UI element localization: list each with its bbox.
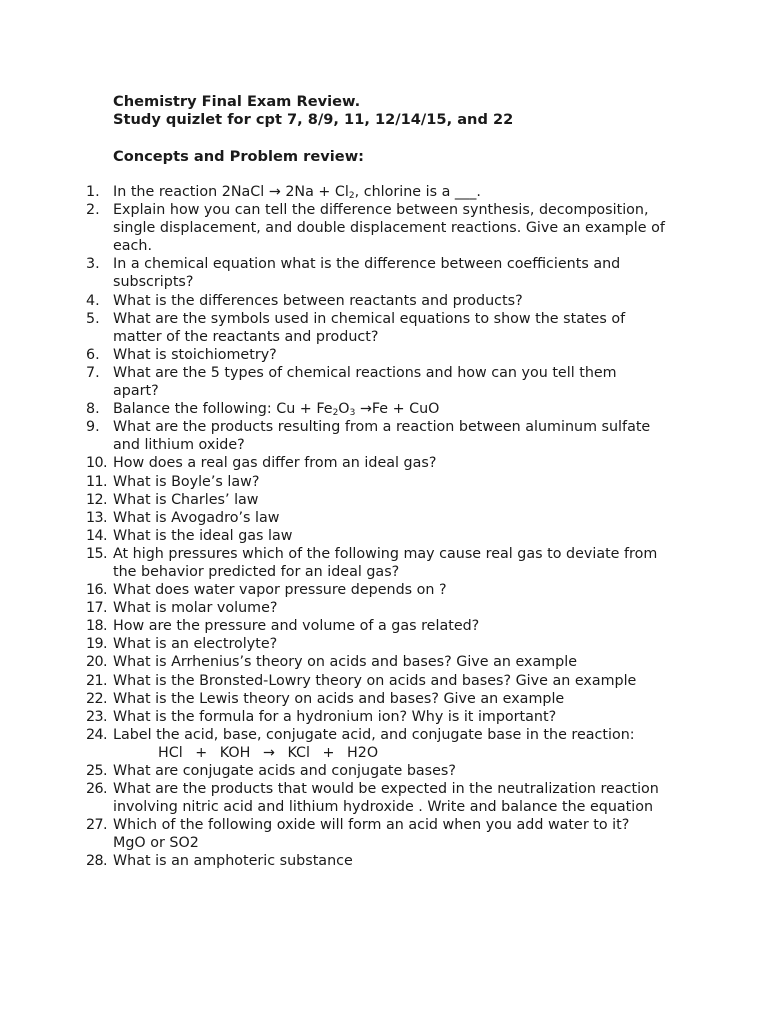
question-item [86, 545, 666, 581]
question-item [86, 473, 666, 491]
question-number: 7. [86, 364, 100, 381]
question-item [86, 780, 666, 816]
question-number: 26. [86, 781, 107, 798]
question-number: 9. [86, 419, 100, 436]
question-text [113, 311, 625, 345]
question-text [113, 600, 277, 616]
question-text [113, 636, 277, 652]
question-number: 15. [86, 545, 107, 562]
question-item [86, 310, 666, 346]
question-text-part: What are the 5 types of chemical reactions and how can you tell them apart? [113, 364, 617, 400]
question-item [86, 690, 666, 708]
document-subtitle: Study quizlet for cpt 7, 8/9, 11, 12/14/15, and 22 [113, 111, 514, 128]
question-number: 3. [86, 256, 100, 273]
question-number: 10. [86, 455, 107, 472]
question-text-part: What are the products that would be expected in the neutralization reaction involving nitric acid and lithium hydroxide . Write and balance the equation [113, 781, 659, 816]
question-text-part: What is molar volume? [113, 600, 278, 617]
question-number: 8. [86, 401, 100, 418]
question-item [86, 183, 666, 201]
question-number: 27. [86, 817, 107, 834]
question-item [86, 292, 666, 310]
question-text-part: O [338, 401, 350, 418]
reaction-equation: HCl + KOH → KCl + H2O [158, 744, 379, 761]
question-text [113, 256, 620, 290]
question-item [86, 599, 666, 617]
question-item [86, 418, 666, 454]
question-text [113, 419, 650, 453]
question-number: 2. [86, 202, 100, 219]
question-text-part: Explain how you can tell the difference between synthesis, decomposition, single displacement, and double displacement reactions. Give an example of each. [113, 202, 665, 255]
question-text [113, 528, 292, 544]
question-text-part: →Fe + CuO [355, 401, 440, 418]
question-text-part: What is an electrolyte? [113, 636, 278, 653]
question-text-part: What is Boyle’s law? [113, 473, 260, 490]
question-text-part: What are conjugate acids and conjugate bases? [113, 763, 456, 779]
question-number: 22. [86, 690, 107, 707]
question-number: 16. [86, 582, 107, 599]
question-item [86, 509, 666, 527]
question-text-part: How are the pressure and volume of a gas related? [113, 618, 480, 635]
question-text [113, 365, 617, 399]
question-number: 11. [86, 473, 107, 490]
question-number: 21. [86, 672, 107, 689]
question-text-part: How does a real gas differ from an ideal gas? [113, 455, 437, 472]
question-text [113, 763, 456, 779]
question-text [113, 691, 564, 707]
question-number: 24. [86, 726, 107, 743]
question-text [113, 293, 523, 309]
question-number: 28. [86, 853, 107, 870]
question-number: 19. [86, 636, 107, 653]
question-number: 20. [86, 654, 107, 671]
question-text-part: What is stoichiometry? [113, 346, 277, 363]
question-text [113, 474, 259, 490]
question-text-part: Label the acid, base, conjugate acid, and conjugate base in the reaction: [113, 726, 635, 743]
question-number: 12. [86, 491, 107, 508]
question-text [113, 817, 629, 851]
question-item [86, 255, 666, 291]
question-text [113, 709, 556, 725]
question-item [86, 400, 666, 418]
question-text-part: What is an amphoteric substance [113, 853, 353, 870]
question-item [86, 364, 666, 400]
question-text [113, 781, 659, 815]
question-item [86, 708, 666, 726]
section-heading: Concepts and Problem review: [113, 148, 365, 165]
question-number: 6. [86, 346, 100, 363]
subscript: 3 [349, 408, 356, 419]
question-number: 18. [86, 618, 107, 635]
question-text [113, 492, 259, 508]
question-text [113, 673, 636, 689]
question-text-part: What is Charles’ law [113, 491, 259, 508]
question-text-part: , chlorine is a ___. [354, 184, 481, 200]
question-text-part: What are the products resulting from a reaction between aluminum sulfate and lithium oxide? [113, 419, 651, 454]
question-number: 25. [86, 763, 107, 779]
question-number: 5. [86, 310, 100, 327]
question-item [86, 527, 666, 545]
question-item [86, 635, 666, 653]
question-text-part: Balance the following: Cu + Fe [113, 401, 333, 418]
question-item [86, 617, 666, 635]
question-text-part: Which of the following oxide will form an acid when you add water to it? MgO or SO2 [113, 817, 630, 852]
question-text-part: What is the differences between reactants and products? [113, 292, 523, 309]
question-number: 23. [86, 708, 107, 725]
question-text [113, 455, 436, 471]
question-text [113, 582, 447, 598]
question-text-part: What does water vapor pressure depends on ? [113, 582, 447, 599]
question-number: 4. [86, 292, 100, 309]
question-number: 17. [86, 600, 107, 617]
question-text [113, 401, 439, 417]
question-text-part: What is Avogadro’s law [113, 509, 280, 526]
subscript: 2 [348, 191, 355, 201]
question-text [113, 347, 277, 363]
question-text-part: What is Arrhenius’s theory on acids and bases? Give an example [113, 654, 578, 671]
question-item [86, 672, 666, 690]
subscript: 2 [332, 408, 339, 419]
question-text [113, 853, 353, 869]
question-text [113, 618, 479, 634]
question-item [86, 346, 666, 364]
question-text-part: What is the formula for a hydronium ion? Why is it important? [113, 708, 557, 725]
question-item [86, 491, 666, 509]
question-text [113, 546, 657, 580]
question-item [86, 726, 666, 762]
question-item [86, 454, 666, 472]
question-text-part: In the reaction 2NaCl → 2Na + Cl [113, 184, 349, 200]
question-text [113, 654, 577, 670]
question-item [86, 762, 666, 780]
document-title: Chemistry Final Exam Review. [113, 93, 361, 110]
question-text-part: What is the Lewis theory on acids and bases? Give an example [113, 690, 565, 707]
question-text-part: What is the ideal gas law [113, 527, 293, 544]
question-text-part: In a chemical equation what is the difference between coefficients and subscripts? [113, 256, 621, 291]
question-text [113, 202, 665, 254]
question-text-part: What is the Bronsted-Lowry theory on acids and bases? Give an example [113, 672, 637, 689]
question-text [113, 184, 481, 200]
question-number: 14. [86, 527, 107, 544]
question-number: 1. [86, 184, 100, 200]
question-item [86, 816, 666, 852]
question-text-part: At high pressures which of the following may cause real gas to deviate from the behavior predicted for an ideal gas? [113, 545, 658, 580]
question-item [86, 581, 666, 599]
question-text [113, 727, 635, 743]
question-list [86, 183, 666, 871]
question-number: 13. [86, 509, 107, 526]
document-header [113, 93, 713, 129]
question-item [86, 653, 666, 671]
question-text-part: What are the symbols used in chemical equations to show the states of matter of the reactants and product? [113, 310, 626, 345]
question-text [113, 510, 279, 526]
question-item [86, 201, 666, 255]
question-item [86, 852, 666, 870]
